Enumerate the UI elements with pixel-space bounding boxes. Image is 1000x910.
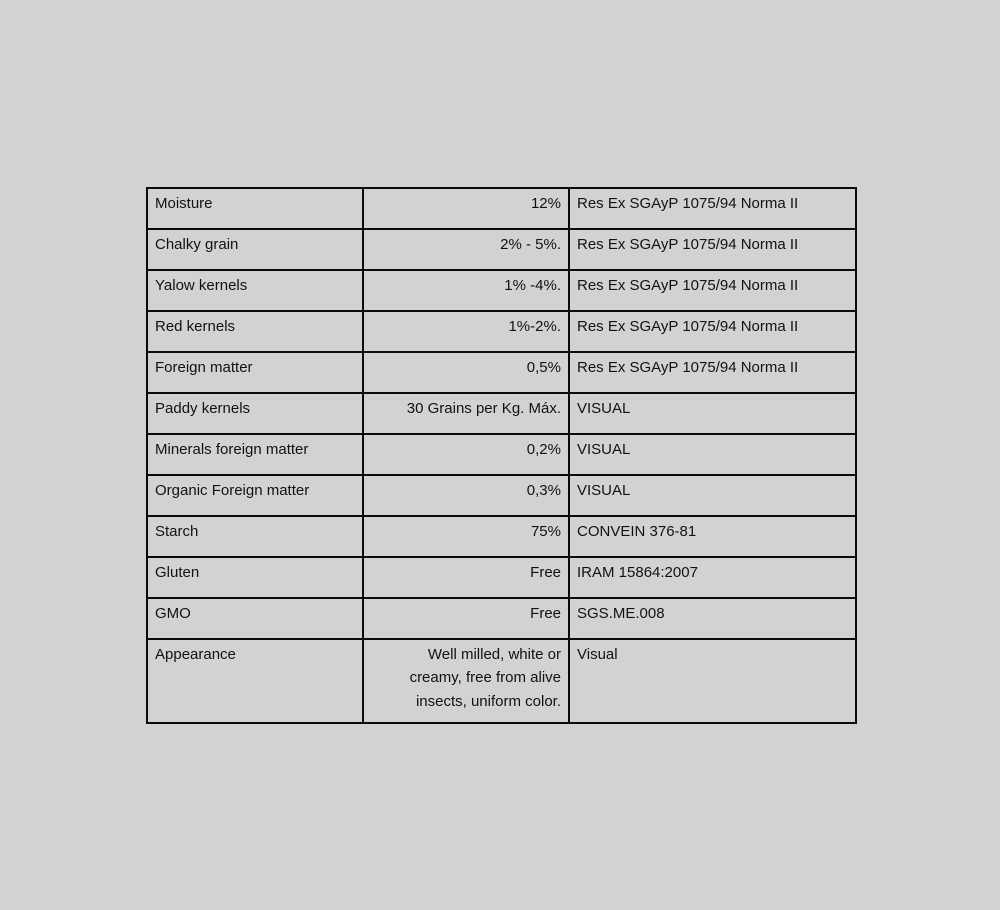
property-cell: Red kernels bbox=[147, 311, 363, 352]
value-cell: 2% - 5%. bbox=[363, 229, 569, 270]
table-row bbox=[147, 311, 856, 352]
table-row bbox=[147, 352, 856, 393]
property-cell: Chalky grain bbox=[147, 229, 363, 270]
value-cell: 1%-2%. bbox=[363, 311, 569, 352]
value-cell: Free bbox=[363, 557, 569, 598]
value-cell: 12% bbox=[363, 188, 569, 229]
property-cell: Organic Foreign matter bbox=[147, 475, 363, 516]
standard-cell: VISUAL bbox=[569, 434, 856, 475]
table-row bbox=[147, 393, 856, 434]
property-cell: Appearance bbox=[147, 639, 363, 723]
value-cell: 1% -4%. bbox=[363, 270, 569, 311]
standard-cell: Res Ex SGAyP 1075/94 Norma II bbox=[569, 311, 856, 352]
standard-cell: SGS.ME.008 bbox=[569, 598, 856, 639]
standard-cell: VISUAL bbox=[569, 393, 856, 434]
standard-cell: Res Ex SGAyP 1075/94 Norma II bbox=[569, 188, 856, 229]
property-cell: Yalow kernels bbox=[147, 270, 363, 311]
standard-cell: Res Ex SGAyP 1075/94 Norma II bbox=[569, 229, 856, 270]
standard-cell: Res Ex SGAyP 1075/94 Norma II bbox=[569, 352, 856, 393]
value-cell: 0,5% bbox=[363, 352, 569, 393]
value-cell: 30 Grains per Kg. Máx. bbox=[363, 393, 569, 434]
table-row bbox=[147, 434, 856, 475]
standard-cell: Visual bbox=[569, 639, 856, 723]
table-row bbox=[147, 229, 856, 270]
property-cell: GMO bbox=[147, 598, 363, 639]
standard-cell: CONVEIN 376-81 bbox=[569, 516, 856, 557]
value-cell: Free bbox=[363, 598, 569, 639]
table-row bbox=[147, 270, 856, 311]
table-row bbox=[147, 188, 856, 229]
property-cell: Minerals foreign matter bbox=[147, 434, 363, 475]
value-cell: Well milled, white or creamy, free from alive insects, uniform color. bbox=[363, 639, 569, 723]
specification-table-body bbox=[147, 188, 856, 723]
specification-table bbox=[146, 187, 857, 724]
value-cell: 0,3% bbox=[363, 475, 569, 516]
standard-cell: IRAM 15864:2007 bbox=[569, 557, 856, 598]
value-cell: 0,2% bbox=[363, 434, 569, 475]
property-cell: Foreign matter bbox=[147, 352, 363, 393]
table-row bbox=[147, 475, 856, 516]
table-row bbox=[147, 639, 856, 723]
property-cell: Paddy kernels bbox=[147, 393, 363, 434]
property-cell: Gluten bbox=[147, 557, 363, 598]
value-cell: 75% bbox=[363, 516, 569, 557]
table-row bbox=[147, 557, 856, 598]
standard-cell: VISUAL bbox=[569, 475, 856, 516]
standard-cell: Res Ex SGAyP 1075/94 Norma II bbox=[569, 270, 856, 311]
table-row bbox=[147, 516, 856, 557]
property-cell: Moisture bbox=[147, 188, 363, 229]
table-row bbox=[147, 598, 856, 639]
property-cell: Starch bbox=[147, 516, 363, 557]
